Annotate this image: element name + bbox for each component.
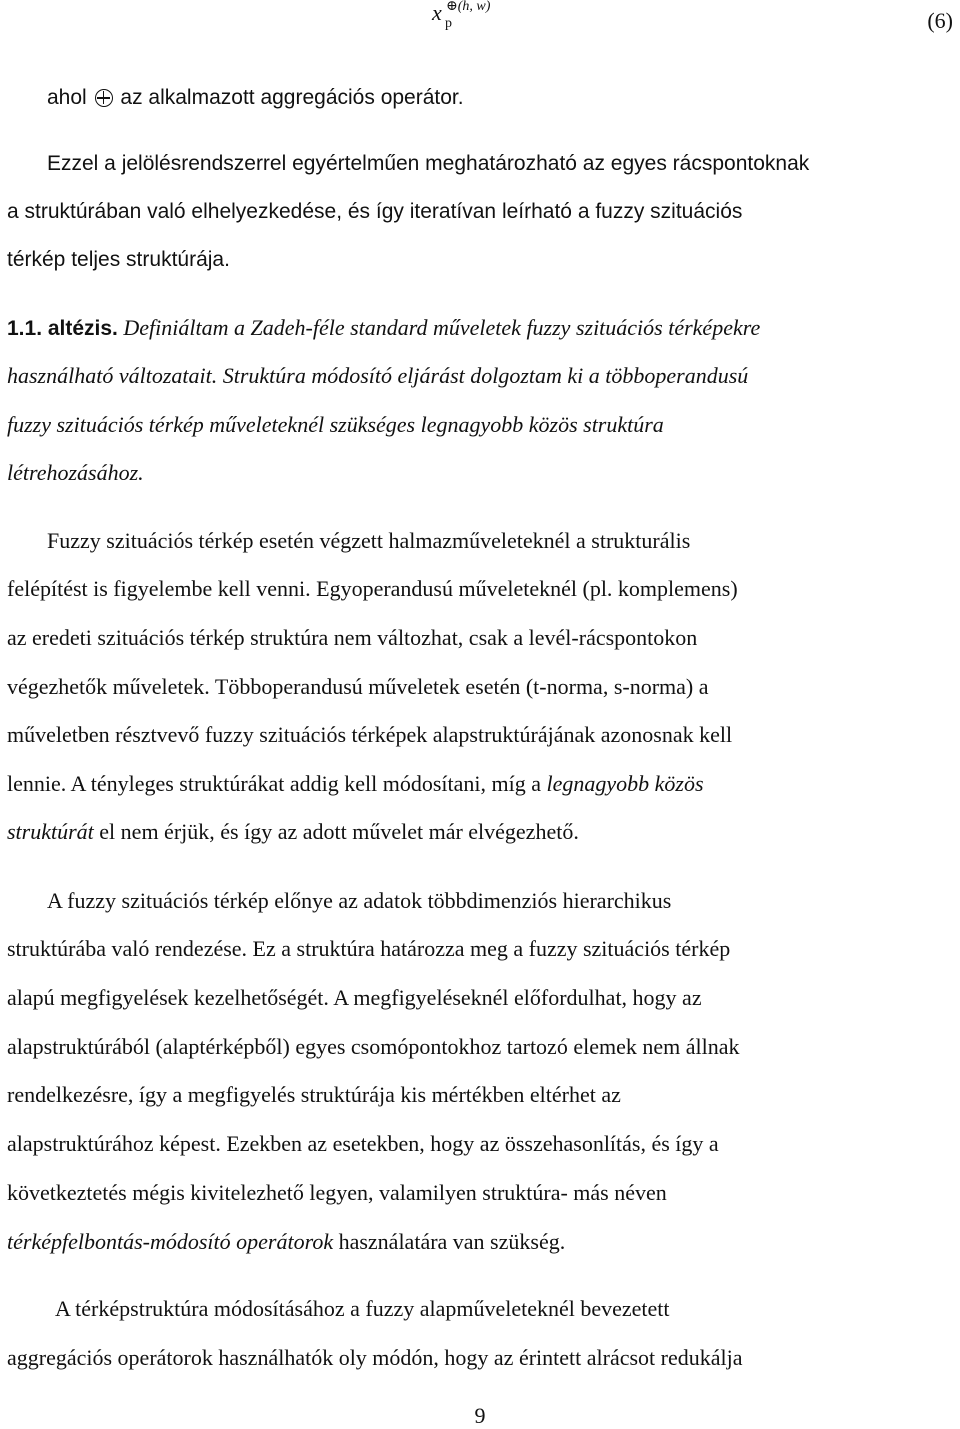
p3-line-1: A fuzzy szituációs térkép előnye az adatok többdimenziós hierarchikus bbox=[47, 888, 672, 913]
thesis-line-3: fuzzy szituációs térkép műveleteknél szükséges legnagyobb közös struktúra bbox=[7, 412, 664, 437]
p2-line-6-italic: legnagyobb közös bbox=[546, 771, 704, 796]
p2-line-2: felépítést is figyelembe kell venni. Egyoperandusú műveleteknél (pl. komplemens) bbox=[7, 576, 738, 601]
intro-line bbox=[47, 84, 464, 112]
p2-line-7 bbox=[7, 818, 953, 846]
equation-number: (6) bbox=[927, 8, 953, 33]
equation-base: x bbox=[432, 0, 442, 25]
p3-line-6: alapstruktúrához képest. Ezekben az esetekben, hogy az összehasonlítás, és így a bbox=[7, 1131, 719, 1156]
p3-line-8 bbox=[7, 1228, 953, 1256]
equation-superscript: ⊕(h, w) bbox=[446, 0, 491, 14]
p1-line-1: Ezzel a jelölésrendszerrel egyértelműen meghatározható az egyes rácspontoknak bbox=[47, 152, 810, 175]
intro-before: ahol bbox=[47, 86, 87, 109]
p2-line-7-plain: el nem érjük, és így az adott művelet már elvégezhető. bbox=[99, 819, 579, 844]
intro-after: az alkalmazott aggregációs operátor. bbox=[120, 86, 464, 109]
p3-line-2: struktúrába való rendezése. Ez a struktúra határozza meg a fuzzy szituációs térkép bbox=[7, 936, 731, 961]
equation-subscript: p bbox=[445, 16, 452, 31]
p3-line-4: alapstruktúrából (alaptérképből) egyes csomópontokhoz tartozó elemek nem állnak bbox=[7, 1034, 740, 1059]
thesis-text-1: Definiáltam a Zadeh-féle standard műveletek fuzzy szituációs térképekre bbox=[123, 315, 761, 340]
p2-line-5: műveletben résztvevő fuzzy szituációs térképek alapstruktúrájának azonosnak kell bbox=[7, 722, 733, 747]
p2-line-1: Fuzzy szituációs térkép esetén végzett halmazműveleteknél a strukturális bbox=[47, 528, 691, 553]
p2-line-3: az eredeti szituációs térkép struktúra nem változhat, csak a levél-rácspontokon bbox=[7, 625, 698, 650]
p1-line-3: térkép teljes struktúrája. bbox=[7, 248, 230, 271]
thesis-line-1 bbox=[7, 314, 953, 343]
oplus-icon bbox=[95, 89, 113, 107]
equation bbox=[432, 0, 491, 31]
thesis-line-2: használható változatait. Struktúra módosító eljárást dolgoztam ki a többoperandusú bbox=[7, 363, 749, 388]
p4-line-2: aggregációs operátorok használhatók oly módón, hogy az érintett alrácsot redukálja bbox=[7, 1345, 743, 1370]
p2-line-6-plain: lennie. A tényleges struktúrákat addig kell módosítani, míg a bbox=[7, 771, 542, 796]
p3-line-8-plain: használatára van szükség. bbox=[338, 1229, 566, 1254]
p4-line-1: A térképstruktúra módosításához a fuzzy alapműveleteknél bevezetett bbox=[55, 1296, 670, 1321]
thesis-line-4: létrehozásához. bbox=[7, 460, 144, 485]
p3-line-5: rendelkezésre, így a megfigyelés struktúrája kis mértékben eltérhet az bbox=[7, 1082, 621, 1107]
p3-line-7: következtetés mégis kivitelezhető legyen, valamilyen struktúra- más néven bbox=[7, 1180, 667, 1205]
p2-line-7-italic: struktúrát bbox=[7, 819, 94, 844]
page-number: 9 bbox=[474, 1403, 486, 1428]
p3-line-3: alapú megfigyelések kezelhetőségét. A megfigyeléseknél előfordulhat, hogy az bbox=[7, 985, 702, 1010]
p2-line-6 bbox=[7, 770, 953, 798]
thesis-label: 1.1. altézis. bbox=[7, 317, 118, 340]
p2-line-4: végezhetők műveletek. Többoperandusú műveletek esetén (t-norma, s-norma) a bbox=[7, 674, 709, 699]
p3-line-8-italic: térképfelbontás-módosító operátorok bbox=[7, 1229, 334, 1254]
p1-line-2: a struktúrában való elhelyezkedése, és így iteratívan leírható a fuzzy szituációs bbox=[7, 200, 743, 223]
